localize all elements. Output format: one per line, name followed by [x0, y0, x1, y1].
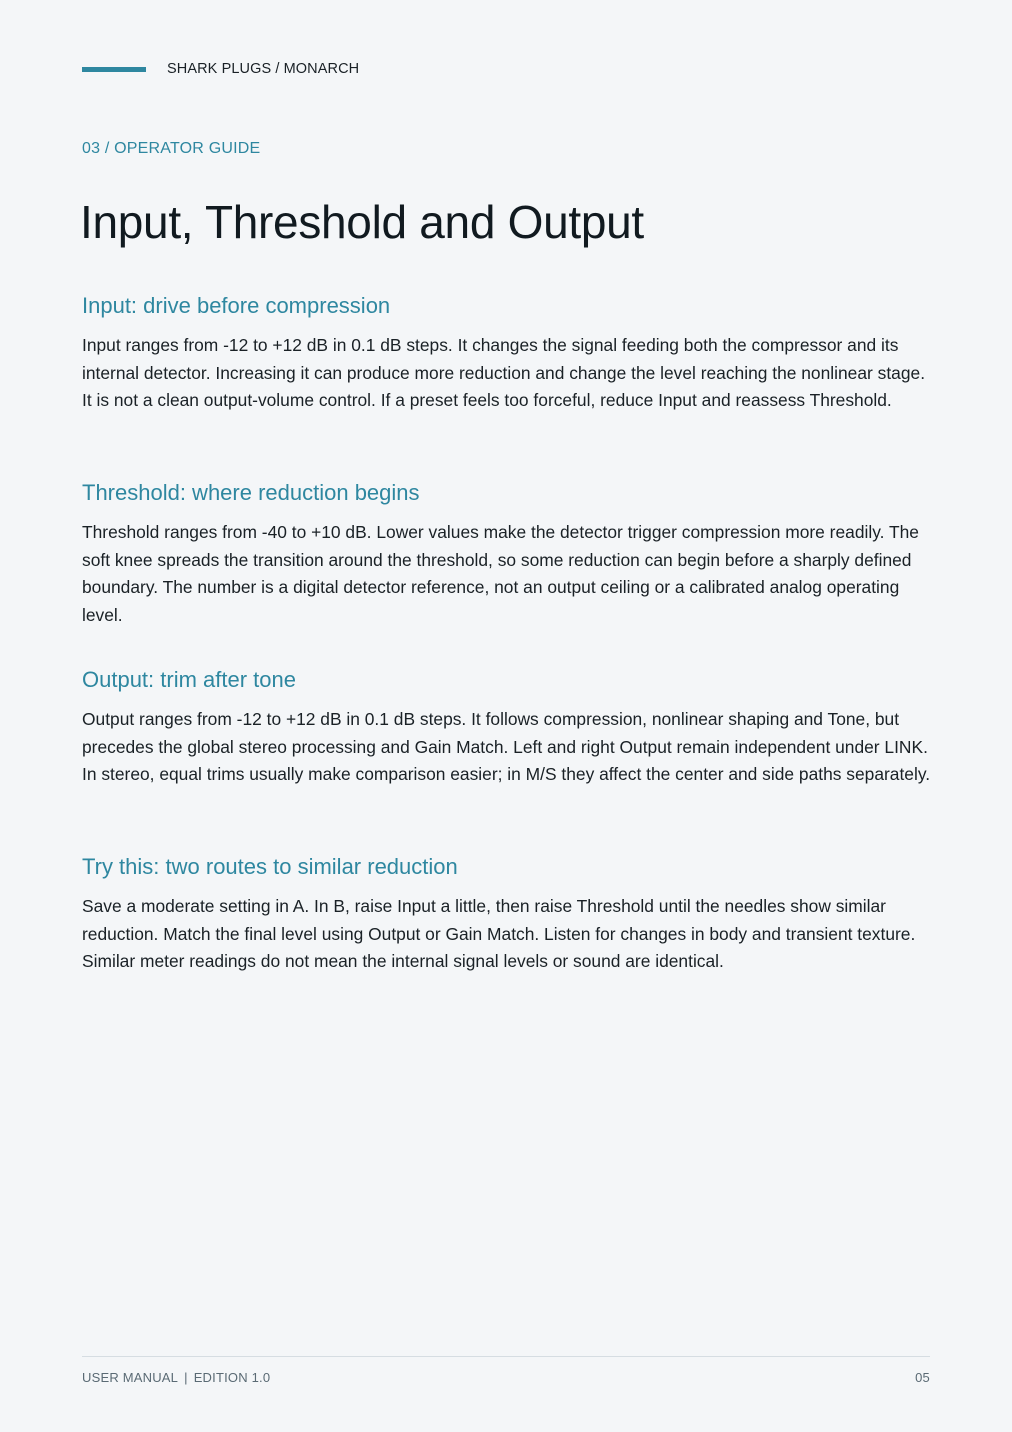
page-header	[82, 59, 359, 79]
section-heading: Input: drive before compression	[82, 293, 391, 318]
page-title: Input, Threshold and Output	[80, 196, 644, 248]
section-eyebrow: 03 / OPERATOR GUIDE	[82, 140, 261, 157]
section-output	[82, 666, 932, 789]
header-brand: SHARK PLUGS / MONARCH	[167, 61, 360, 77]
footer-separator: |	[184, 1370, 188, 1385]
section-input	[82, 292, 932, 415]
section-threshold	[82, 479, 932, 629]
section-body: Threshold ranges from -40 to +10 dB. Lower values make the detector trigger compression more readily. The soft knee spreads the transition around the threshold, so some reduction can begin before a sharply defined boundary. The number is a digital detector reference, not an output ceiling or a calibrated analog operating level.	[82, 522, 919, 625]
section-heading: Output: trim after tone	[82, 667, 296, 692]
page-number: 05	[915, 1370, 930, 1385]
section-try-this	[82, 853, 932, 976]
section-body: Input ranges from -12 to +12 dB in 0.1 dB steps. It changes the signal feeding both the compressor and its internal detector. Increasing it can produce more reduction and change the level reaching the nonlinear stage. It is not a clean output-volume control. If a preset feels too forceful, reduce Input and reassess Threshold.	[82, 335, 926, 411]
section-body: Save a moderate setting in A. In B, raise Input a little, then raise Threshold until the needles show similar reduction. Match the final level using Output or Gain Match. Listen for changes in body and transient texture. Similar meter readings do not mean the internal signal levels or sound are identical.	[82, 896, 916, 972]
section-heading: Threshold: where reduction begins	[82, 480, 420, 505]
footer-edition-label: EDITION 1.0	[193, 1370, 271, 1385]
header-accent-rule	[82, 67, 146, 72]
manual-page	[82, 0, 930, 1432]
footer-manual-label: USER MANUAL	[82, 1370, 179, 1385]
footer-edition	[82, 1370, 270, 1385]
footer-divider	[82, 1356, 930, 1357]
section-heading: Try this: two routes to similar reduction	[82, 854, 458, 879]
section-body: Output ranges from -12 to +12 dB in 0.1 dB steps. It follows compression, nonlinear shaping and Tone, but precedes the global stereo processing and Gain Match. Left and right Output remain independent under LINK. In stereo, equal trims usually make comparison easier; in M/S they affect the center and side paths separately.	[82, 709, 931, 785]
